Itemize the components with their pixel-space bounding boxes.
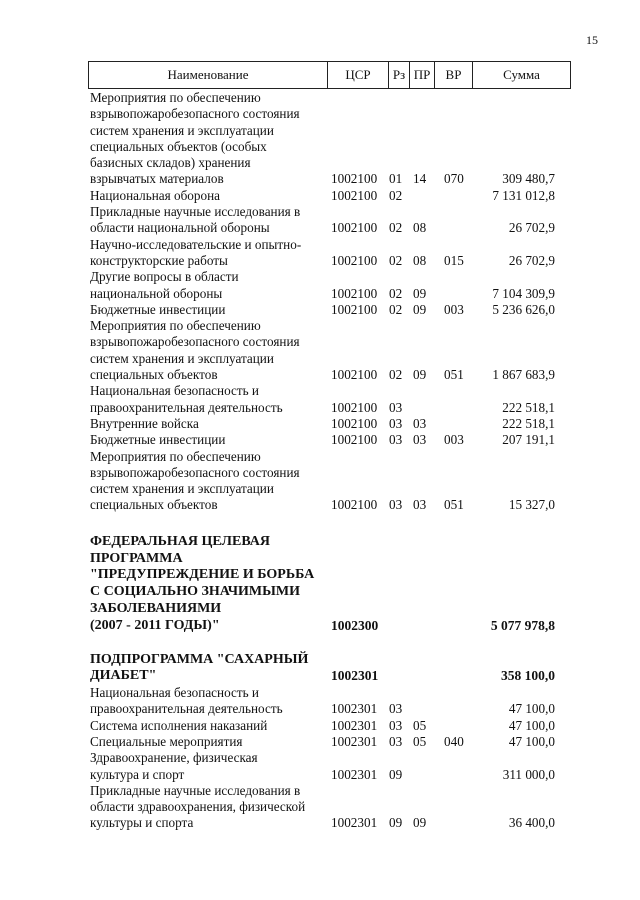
row-name	[90, 318, 328, 383]
row-rz: 02	[389, 285, 403, 301]
row-name	[90, 534, 328, 635]
row-name-line: ФЕДЕРАЛЬНАЯ ЦЕЛЕВАЯ	[90, 533, 270, 549]
row-name-line: Здравоохранение, физическая	[90, 750, 258, 766]
row-pr: 14	[413, 171, 427, 187]
row-code: 1002301	[331, 668, 379, 684]
row-rz: 02	[389, 187, 403, 203]
row-name-line: национальной обороны	[90, 285, 223, 301]
row-pr: 09	[413, 367, 427, 383]
row-name	[90, 383, 328, 416]
row-name-line: С СОЦИАЛЬНО ЗНАЧИМЫМИ	[90, 584, 300, 600]
row-name-line: ПОДПРОГРАММА "САХАРНЫЙ	[90, 651, 309, 667]
row-name-line: правоохранительная деятельность	[90, 399, 283, 415]
row-name-line: "ПРЕДУПРЕЖДЕНИЕ И БОРЬБА	[90, 567, 315, 583]
row-name-line: систем хранения и эксплуатации	[90, 481, 274, 497]
header-pr: ПР	[409, 62, 434, 88]
row-name-line: области национальной обороны	[90, 220, 270, 236]
row-code: 1002100	[331, 220, 378, 236]
row-name-line: Мероприятия по обеспечению	[90, 448, 261, 464]
row-pr: 03	[413, 432, 427, 448]
row-code: 1002301	[331, 701, 378, 717]
row-sum: 311 000,0	[502, 766, 555, 782]
table-body	[0, 90, 640, 832]
table-row	[0, 383, 640, 416]
row-name-line: культура и спорт	[90, 766, 185, 782]
row-rz: 01	[389, 171, 403, 187]
row-name	[90, 750, 328, 783]
table-row	[0, 269, 640, 302]
row-name-line: Прикладные научные исследования в	[90, 204, 301, 220]
row-pr: 09	[413, 285, 427, 301]
row-name	[90, 237, 328, 270]
row-name-line: области здравоохранения, физической	[90, 799, 306, 815]
row-pr: 05	[413, 733, 427, 749]
table-row	[0, 416, 640, 432]
row-sum: 47 100,0	[508, 733, 555, 749]
row-code: 1002100	[331, 432, 378, 448]
row-sum: 207 191,1	[502, 432, 555, 448]
header-name: Наименование	[167, 67, 249, 82]
row-name	[90, 685, 328, 718]
row-vr: 003	[444, 301, 464, 317]
row-name-line: систем хранения и эксплуатации	[90, 122, 274, 138]
row-code: 1002301	[331, 766, 378, 782]
row-rz: 03	[389, 733, 403, 749]
table-row	[0, 432, 640, 448]
row-name	[90, 90, 328, 188]
row-rz: 03	[389, 717, 403, 733]
row-name	[90, 783, 328, 832]
row-rz: 09	[389, 815, 403, 831]
table-row	[0, 188, 640, 204]
table-row	[0, 302, 640, 318]
row-name-line: Прикладные научные исследования в	[90, 782, 301, 798]
row-name-line: Бюджетные инвестиции	[90, 432, 226, 448]
header-rz: Рз	[388, 62, 409, 88]
row-sum: 26 702,9	[508, 220, 555, 236]
table-row	[0, 783, 640, 832]
row-name-line: Мероприятия по обеспечению	[90, 318, 261, 334]
row-sum: 26 702,9	[508, 252, 555, 268]
row-code: 1002100	[331, 252, 378, 268]
row-spacer	[0, 514, 640, 534]
row-name-line: специальных объектов	[90, 367, 218, 383]
table-row	[0, 652, 640, 686]
header-sum: Сумма	[472, 62, 570, 88]
header-csr: ЦСР	[327, 62, 388, 88]
row-spacer	[0, 635, 640, 652]
row-sum: 15 327,0	[508, 497, 555, 513]
row-sum: 358 100,0	[501, 668, 555, 684]
row-vr: 051	[444, 497, 464, 513]
table-row	[0, 718, 640, 734]
row-vr: 070	[444, 171, 464, 187]
row-name-line: ПРОГРАММА	[90, 550, 183, 566]
row-rz: 03	[389, 432, 403, 448]
row-rz: 02	[389, 301, 403, 317]
row-pr: 03	[413, 415, 427, 431]
row-name-line: специальных объектов	[90, 497, 218, 513]
row-vr: 051	[444, 367, 464, 383]
row-sum: 309 480,7	[502, 171, 555, 187]
row-name-line: Внутренние войска	[90, 415, 199, 431]
row-sum: 7 131 012,8	[492, 187, 555, 203]
row-pr: 05	[413, 717, 427, 733]
row-name-line: взрывчатых материалов	[90, 171, 224, 187]
row-name-line: взрывопожаробезопасного состояния	[90, 334, 300, 350]
table-row	[0, 237, 640, 270]
row-code: 1002100	[331, 415, 378, 431]
table-row	[0, 534, 640, 635]
table-row	[0, 750, 640, 783]
row-code: 1002100	[331, 171, 378, 187]
row-sum: 222 518,1	[502, 415, 555, 431]
row-name-line: ЗАБОЛЕВАНИЯМИ	[90, 600, 222, 616]
row-code: 1002100	[331, 497, 378, 513]
row-code: 1002301	[331, 733, 378, 749]
row-sum: 1 867 683,9	[492, 367, 555, 383]
row-name	[90, 416, 328, 432]
row-name-line: базисных складов) хранения	[90, 155, 251, 171]
row-pr: 09	[413, 301, 427, 317]
table-row	[0, 685, 640, 718]
row-rz: 03	[389, 701, 403, 717]
table-header	[88, 61, 571, 89]
row-name	[90, 269, 328, 302]
row-sum: 5 077 978,8	[490, 617, 555, 633]
row-rz: 02	[389, 220, 403, 236]
row-vr: 003	[444, 432, 464, 448]
row-rz: 02	[389, 367, 403, 383]
row-rz: 03	[389, 497, 403, 513]
table-row	[0, 449, 640, 514]
row-sum: 47 100,0	[508, 717, 555, 733]
row-name-line: ДИАБЕТ"	[90, 668, 157, 684]
row-name-line: культуры и спорта	[90, 815, 194, 831]
row-name-line: специальных объектов (особых	[90, 138, 267, 154]
row-name-line: взрывопожаробезопасного состояния	[90, 464, 300, 480]
page-number: 15	[586, 33, 598, 47]
row-rz: 09	[389, 766, 403, 782]
row-name-line: Национальная безопасность и	[90, 685, 259, 701]
table-row	[0, 90, 640, 188]
row-code: 1002301	[331, 815, 378, 831]
row-name	[90, 188, 328, 204]
row-code: 1002300	[331, 617, 379, 633]
header-vr: ВР	[434, 62, 472, 88]
row-name	[90, 734, 328, 750]
row-code: 1002100	[331, 285, 378, 301]
row-name-line: Национальная оборона	[90, 187, 220, 203]
row-name	[90, 718, 328, 734]
row-name	[90, 449, 328, 514]
row-sum: 222 518,1	[502, 399, 555, 415]
row-name	[90, 204, 328, 237]
row-name-line: Специальные мероприятия	[90, 733, 243, 749]
row-sum: 47 100,0	[508, 701, 555, 717]
row-pr: 08	[413, 252, 427, 268]
row-code: 1002301	[331, 717, 378, 733]
row-name-line: (2007 - 2011 ГОДЫ)"	[90, 617, 220, 633]
row-pr: 03	[413, 497, 427, 513]
row-name-line: Система исполнения наказаний	[90, 717, 268, 733]
row-vr: 040	[444, 733, 464, 749]
row-sum: 7 104 309,9	[492, 285, 555, 301]
row-name-line: взрывопожаробезопасного состояния	[90, 106, 300, 122]
row-name	[90, 652, 328, 686]
row-name-line: Национальная безопасность и	[90, 383, 259, 399]
row-name-line: Другие вопросы в области	[90, 269, 239, 285]
row-name	[90, 432, 328, 448]
row-name-line: Научно-исследовательские и опытно-	[90, 236, 302, 252]
row-name-line: правоохранительная деятельность	[90, 701, 283, 717]
row-vr: 015	[444, 252, 464, 268]
row-code: 1002100	[331, 367, 378, 383]
row-name	[90, 302, 328, 318]
table-row	[0, 204, 640, 237]
row-code: 1002100	[331, 187, 378, 203]
row-rz: 03	[389, 399, 403, 415]
row-pr: 09	[413, 815, 427, 831]
row-name-line: Бюджетные инвестиции	[90, 301, 226, 317]
row-code: 1002100	[331, 301, 378, 317]
row-sum: 36 400,0	[508, 815, 555, 831]
row-pr: 08	[413, 220, 427, 236]
row-name-line: систем хранения и эксплуатации	[90, 350, 274, 366]
row-rz: 03	[389, 415, 403, 431]
table-row	[0, 318, 640, 383]
row-sum: 5 236 626,0	[492, 301, 555, 317]
row-name-line: конструкторские работы	[90, 252, 228, 268]
row-rz: 02	[389, 252, 403, 268]
table-row	[0, 734, 640, 750]
row-name-line: Мероприятия по обеспечению	[90, 90, 261, 105]
row-code: 1002100	[331, 399, 378, 415]
